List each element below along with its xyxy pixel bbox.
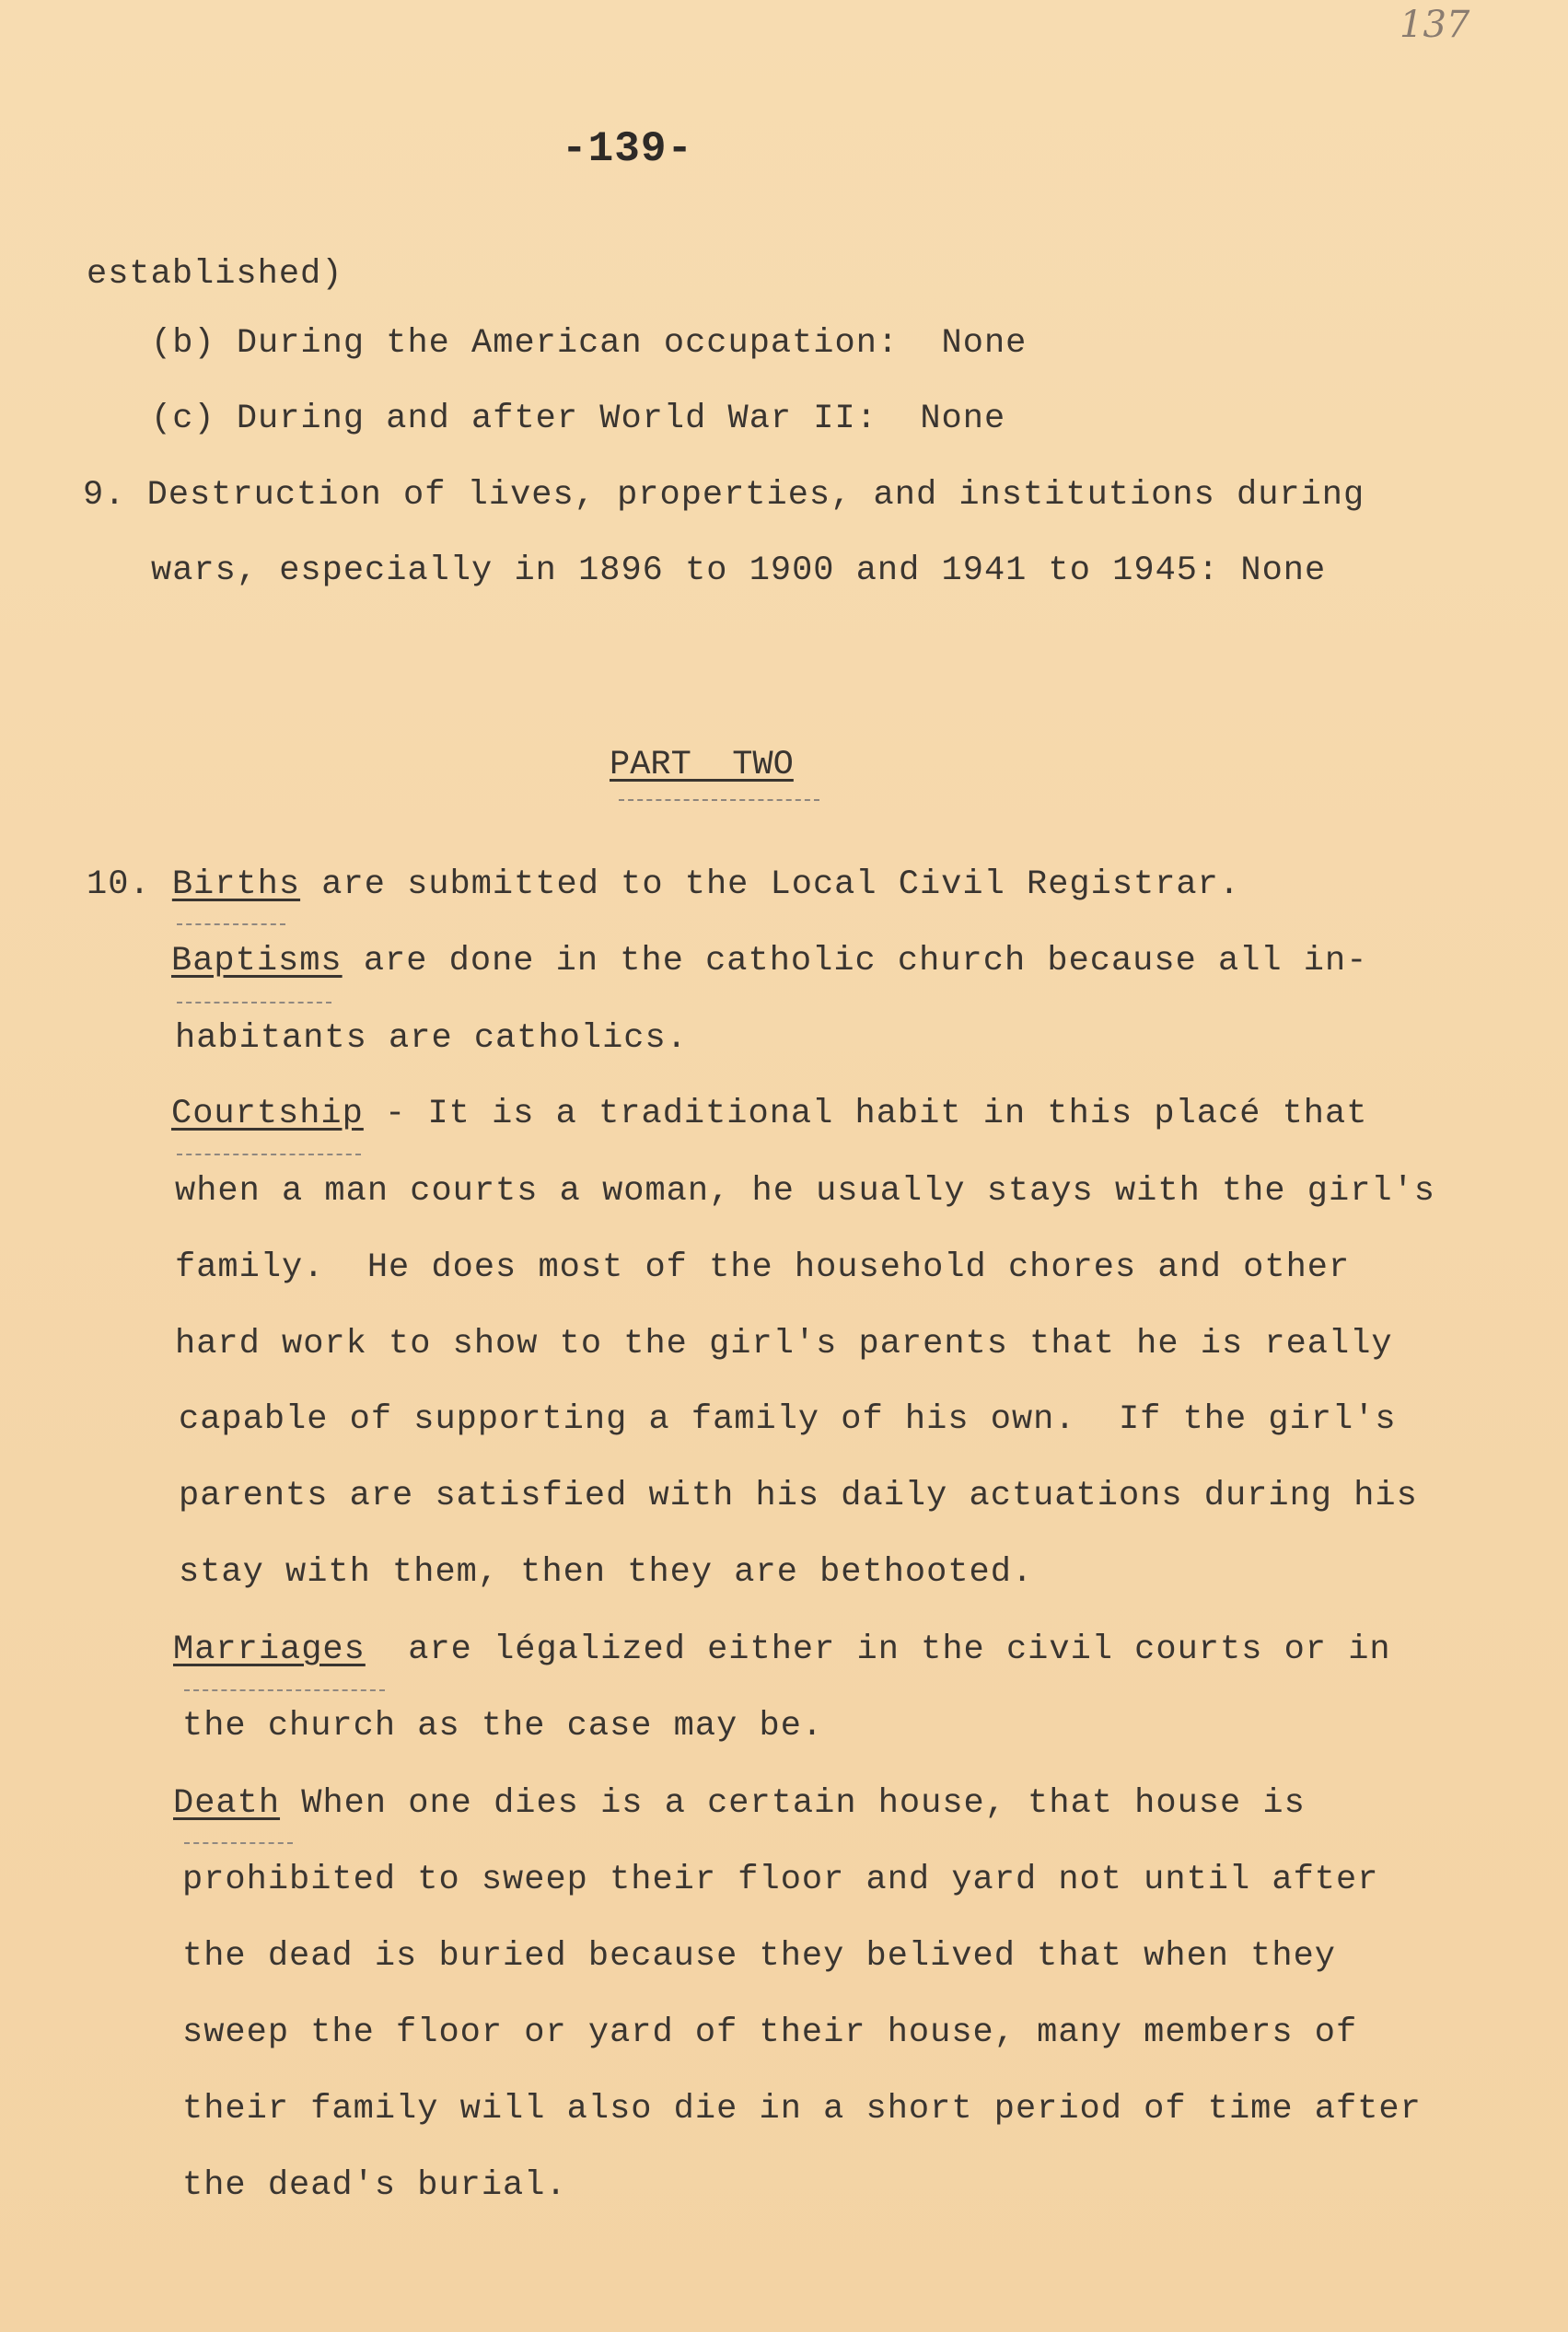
line-american-occupation: (b) During the American occupation: None xyxy=(151,324,1028,363)
courtship-line xyxy=(171,1097,1367,1131)
death-line-6: the dead's burial. xyxy=(182,2166,567,2205)
baptisms-line xyxy=(171,942,1368,980)
marriages-dash xyxy=(184,1689,385,1691)
courtship-dash xyxy=(177,1154,361,1155)
marriages-continuation: the church as the case may be. xyxy=(182,1707,824,1746)
item-9-line-1: 9. Destruction of lives, properties, and institutions during xyxy=(83,476,1365,515)
item-number: 10. xyxy=(87,865,151,904)
baptisms-term: Baptisms xyxy=(171,942,343,980)
births-term: Births xyxy=(171,865,301,904)
death-dash xyxy=(184,1842,293,1844)
courtship-line-7: stay with them, then they are bethooted. xyxy=(179,1553,1034,1592)
death-line-2: prohibited to sweep their floor and yard not until after xyxy=(182,1861,1379,1899)
line-established: established) xyxy=(87,255,343,294)
courtship-term: Courtship xyxy=(171,1095,364,1133)
handwritten-folio-number: 137 xyxy=(1400,4,1470,46)
courtship-text: - It is a traditional habit in this placé that xyxy=(363,1095,1368,1133)
part-two-heading: PART TWO xyxy=(610,746,794,784)
item-10-births-line xyxy=(87,865,1241,904)
courtship-line-4: hard work to show to the girl's parents that he is really xyxy=(175,1325,1393,1363)
births-dash xyxy=(177,923,285,925)
item-9-line-2: wars, especially in 1896 to 1900 and 1941 to 1945: None xyxy=(151,551,1327,590)
baptisms-dash xyxy=(177,1002,331,1004)
death-line-5: their family will also die in a short period of time after xyxy=(182,2090,1422,2129)
births-text: are submitted to the Local Civil Registrar. xyxy=(300,865,1241,904)
death-text: When one dies is a certain house, that house is xyxy=(280,1784,1306,1823)
courtship-line-2: when a man courts a woman, he usually stays with the girl's xyxy=(175,1172,1436,1211)
marriages-term: Marriages xyxy=(173,1630,366,1669)
baptisms-text: are done in the catholic church because all in- xyxy=(342,942,1368,980)
death-line xyxy=(173,1784,1306,1823)
line-world-war-two: (c) During and after World War II: None xyxy=(151,400,1006,438)
death-line-4: sweep the floor or yard of their house, many members of xyxy=(182,2013,1358,2052)
death-line-3: the dead is buried because they belived that when they xyxy=(182,1937,1336,1976)
marriages-text: are légalized either in the civil courts or in xyxy=(365,1630,1391,1669)
marriages-line xyxy=(173,1630,1391,1669)
courtship-line-5: capable of supporting a family of his own. If the girl's xyxy=(179,1400,1397,1439)
heading-dash-rule xyxy=(619,799,819,801)
baptisms-continuation: habitants are catholics. xyxy=(175,1019,688,1058)
page-number: -139- xyxy=(562,125,694,173)
courtship-line-3: family. He does most of the household chores and other xyxy=(175,1248,1351,1287)
death-term: Death xyxy=(173,1784,281,1823)
courtship-line-6: parents are satisfied with his daily actuations during his xyxy=(179,1477,1418,1515)
